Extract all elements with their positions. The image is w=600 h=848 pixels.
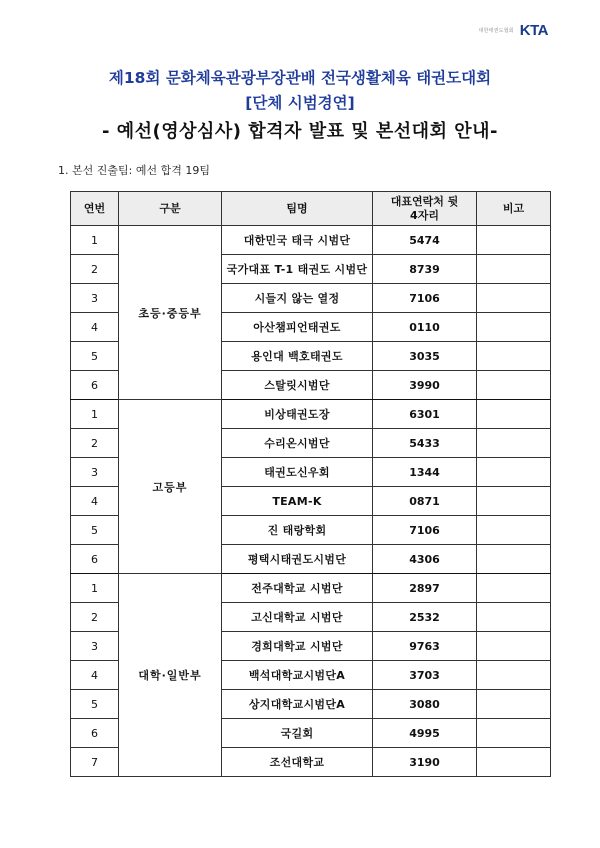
note-cell — [477, 400, 551, 429]
contact-code-cell: 7106 — [373, 516, 477, 545]
contact-code-cell: 4995 — [373, 719, 477, 748]
seq-cell: 2 — [71, 255, 119, 284]
table-row — [71, 400, 551, 429]
seq-cell: 6 — [71, 719, 119, 748]
division-cell: 대학·일반부 — [119, 574, 222, 777]
seq-cell: 3 — [71, 284, 119, 313]
note-cell — [477, 661, 551, 690]
document-subtitle: [단체 시범경연] — [245, 94, 355, 112]
note-cell — [477, 429, 551, 458]
contact-code-cell: 9763 — [373, 632, 477, 661]
note-cell — [477, 371, 551, 400]
team-name-cell: 국가대표 T-1 태권도 시범단 — [222, 255, 373, 284]
team-name-cell: 시들지 않는 열정 — [222, 284, 373, 313]
note-cell — [477, 690, 551, 719]
seq-cell: 5 — [71, 690, 119, 719]
document-title: 제18회 문화체육관광부장관배 전국생활체육 태권도대회 — [108, 69, 492, 87]
table-body — [71, 226, 551, 777]
team-name-cell: 비상태권도장 — [222, 400, 373, 429]
team-name-cell: TEAM-K — [222, 487, 373, 516]
contact-code-cell: 5474 — [373, 226, 477, 255]
seq-cell: 6 — [71, 371, 119, 400]
seq-cell: 5 — [71, 342, 119, 371]
contact-code-cell: 3080 — [373, 690, 477, 719]
seq-cell: 7 — [71, 748, 119, 777]
team-name-cell: 백석대학교시범단A — [222, 661, 373, 690]
header-contact: 대표연락처 뒷 4자리 — [373, 192, 477, 226]
note-cell — [477, 545, 551, 574]
division-cell: 고등부 — [119, 400, 222, 574]
team-name-cell: 태권도신우회 — [222, 458, 373, 487]
team-name-cell: 진 태랑학회 — [222, 516, 373, 545]
note-cell — [477, 458, 551, 487]
team-name-cell: 용인대 백호태권도 — [222, 342, 373, 371]
header-seq: 연번 — [71, 192, 119, 226]
seq-cell: 2 — [71, 429, 119, 458]
note-cell — [477, 603, 551, 632]
header-division: 구분 — [119, 192, 222, 226]
seq-cell: 1 — [71, 574, 119, 603]
contact-code-cell: 2532 — [373, 603, 477, 632]
section-label: 1. 본선 진출팀: 예선 합격 19팀 — [58, 164, 210, 177]
contact-code-cell: 3703 — [373, 661, 477, 690]
seq-cell: 3 — [71, 458, 119, 487]
team-name-cell: 상지대학교시범단A — [222, 690, 373, 719]
header-logo — [479, 22, 548, 39]
note-cell — [477, 255, 551, 284]
seq-cell: 6 — [71, 545, 119, 574]
contact-code-cell: 3990 — [373, 371, 477, 400]
division-cell: 초등·중등부 — [119, 226, 222, 400]
note-cell — [477, 226, 551, 255]
contact-code-cell: 3190 — [373, 748, 477, 777]
contact-code-cell: 3035 — [373, 342, 477, 371]
contact-code-cell: 2897 — [373, 574, 477, 603]
contact-code-cell: 8739 — [373, 255, 477, 284]
team-name-cell: 스탈릿시범단 — [222, 371, 373, 400]
header-note: 비고 — [477, 192, 551, 226]
logo-small-text: 대한태권도협회 — [478, 28, 514, 34]
seq-cell: 4 — [71, 313, 119, 342]
document-heading: - 예선(영상심사) 합격자 발표 및 본선대회 안내- — [102, 121, 498, 142]
header-team: 팀명 — [222, 192, 373, 226]
note-cell — [477, 313, 551, 342]
team-name-cell: 고신대학교 시범단 — [222, 603, 373, 632]
seq-cell: 1 — [71, 400, 119, 429]
contact-code-cell: 7106 — [373, 284, 477, 313]
note-cell — [477, 632, 551, 661]
team-name-cell: 평택시태권도시범단 — [222, 545, 373, 574]
note-cell — [477, 487, 551, 516]
team-name-cell: 국길회 — [222, 719, 373, 748]
seq-cell: 1 — [71, 226, 119, 255]
contact-code-cell: 4306 — [373, 545, 477, 574]
seq-cell: 4 — [71, 661, 119, 690]
table-row — [71, 574, 551, 603]
note-cell — [477, 284, 551, 313]
note-cell — [477, 719, 551, 748]
team-name-cell: 전주대학교 시범단 — [222, 574, 373, 603]
note-cell — [477, 516, 551, 545]
note-cell — [477, 574, 551, 603]
team-name-cell: 대한민국 태극 시범단 — [222, 226, 373, 255]
table-header-row — [71, 192, 551, 226]
contact-code-cell: 5433 — [373, 429, 477, 458]
kta-logo: KTA — [519, 22, 548, 39]
results-table — [70, 191, 551, 777]
team-name-cell: 수리온시범단 — [222, 429, 373, 458]
contact-code-cell: 0871 — [373, 487, 477, 516]
team-name-cell: 조선대학교 — [222, 748, 373, 777]
team-name-cell: 경희대학교 시범단 — [222, 632, 373, 661]
table-row — [71, 226, 551, 255]
contact-code-cell: 0110 — [373, 313, 477, 342]
team-name-cell: 아산챔피언태권도 — [222, 313, 373, 342]
note-cell — [477, 748, 551, 777]
seq-cell: 2 — [71, 603, 119, 632]
seq-cell: 3 — [71, 632, 119, 661]
contact-code-cell: 6301 — [373, 400, 477, 429]
note-cell — [477, 342, 551, 371]
seq-cell: 5 — [71, 516, 119, 545]
seq-cell: 4 — [71, 487, 119, 516]
contact-code-cell: 1344 — [373, 458, 477, 487]
